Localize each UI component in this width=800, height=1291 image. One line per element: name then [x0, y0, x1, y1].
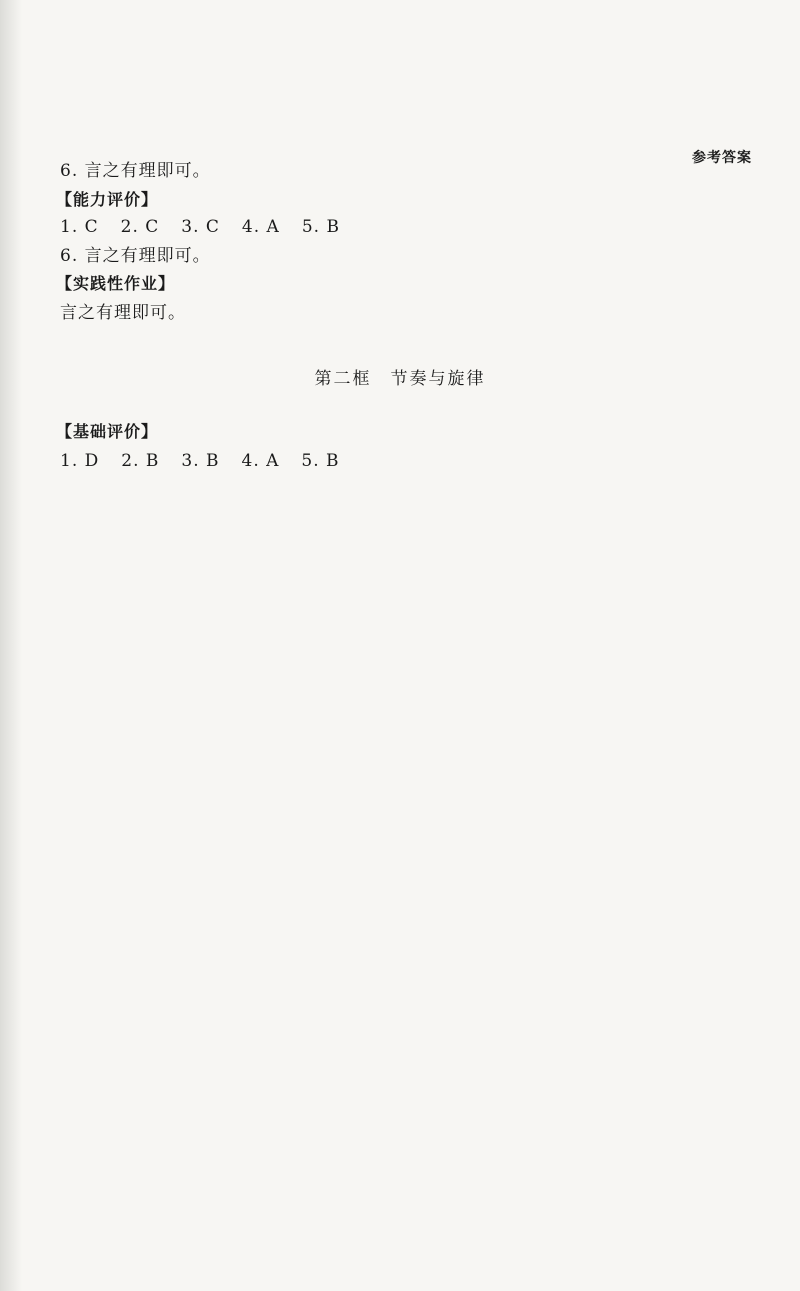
mcq-answer: 2. C: [120, 217, 160, 237]
answer-line: 言之有理即可。: [60, 303, 186, 323]
mcq-answer: 3. B: [181, 451, 220, 471]
mcq-answer: 2. B: [121, 451, 160, 471]
page-header: 参考答案: [692, 150, 752, 166]
mcq-answer: 1. D: [60, 451, 100, 471]
section-label: 【基础评价】: [56, 422, 159, 441]
mcq-answers-row: [60, 450, 362, 472]
section-title: 第二框 节奏与旋律: [314, 369, 486, 389]
mcq-answer: 5. B: [301, 217, 340, 237]
mcq-answer: 4. A: [241, 451, 280, 471]
answer-line: 6. 言之有理即可。: [60, 246, 211, 266]
section-label: 【能力评价】: [56, 190, 159, 209]
answer-line: 6. 言之有理即可。: [60, 161, 211, 181]
mcq-answer: 5. B: [301, 451, 340, 471]
page-edge-shadow: [0, 0, 22, 1291]
mcq-answer: 1. C: [60, 217, 99, 237]
section-label: 【实践性作业】: [56, 274, 176, 293]
mcq-answers: [60, 216, 362, 238]
mcq-answer: 3. C: [181, 217, 220, 237]
mcq-answer: 4. A: [241, 217, 280, 237]
